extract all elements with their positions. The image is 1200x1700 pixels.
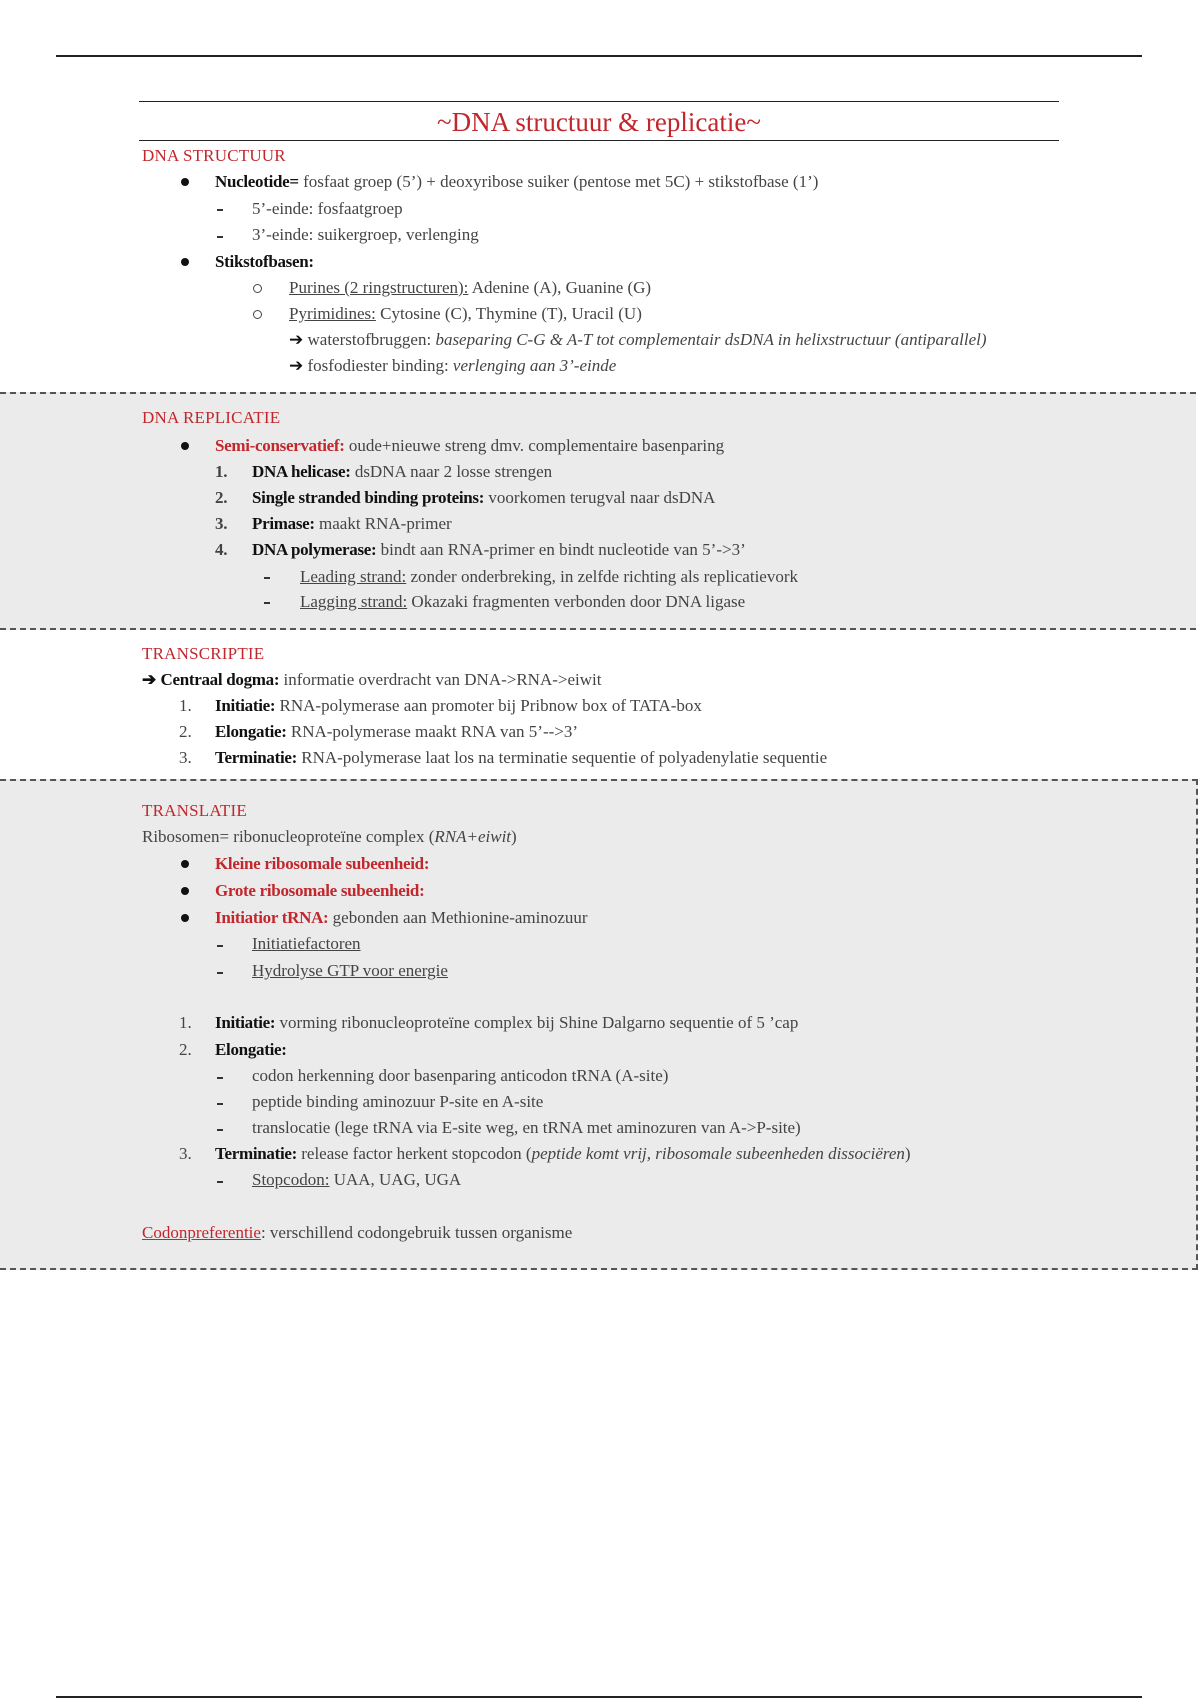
stopcodon-line: Stopcodon: UAA, UAG, UGA bbox=[252, 1170, 462, 1189]
nucleotide-line: Nucleotide= fosfaat groep (5’) + deoxyribose suiker (pentose met 5C) + stikstofbase (1’) bbox=[215, 172, 819, 191]
dash-icon bbox=[217, 1181, 223, 1183]
replicatie-item-primase: Primase: maakt RNA-primer bbox=[252, 514, 452, 533]
list-number: 3. bbox=[179, 1144, 192, 1163]
replicatie-item-ssb: Single stranded binding proteins: voorkomen terugval naar dsDNA bbox=[252, 488, 716, 507]
translatie-initiatie: Initiatie: vorming ribonucleoproteïne complex bij Shine Dalgarno sequentie of 5 ’cap bbox=[215, 1013, 799, 1032]
waterstofbruggen-line: ➔ waterstofbruggen: baseparing C-G & A-T tot complementair dsDNA in helixstructuur (antiparallel) bbox=[289, 330, 987, 349]
hydrolyse-gtp: Hydrolyse GTP voor energie bbox=[252, 961, 448, 980]
dash-icon bbox=[217, 972, 223, 974]
leading-strand-line: Leading strand: zonder onderbreking, in zelfde richting als replicatievork bbox=[300, 567, 799, 586]
list-number: 1. bbox=[179, 1013, 192, 1032]
list-number: 3. bbox=[215, 514, 228, 533]
centraal-dogma-line: ➔ Centraal dogma: informatie overdracht van DNA->RNA->eiwit bbox=[142, 670, 602, 689]
list-number: 1. bbox=[215, 462, 228, 481]
bullet-icon bbox=[181, 178, 189, 186]
dash-icon bbox=[217, 945, 223, 947]
dash-icon bbox=[264, 602, 270, 604]
list-number: 2. bbox=[215, 488, 228, 507]
bullet-icon bbox=[181, 887, 189, 895]
circle-bullet-icon bbox=[253, 284, 262, 293]
translatie-terminatie: Terminatie: release factor herkent stopcodon (peptide komt vrij, ribosomale subeenheden dissociëren) bbox=[215, 1144, 911, 1163]
section-heading-transcriptie: TRANSCRIPTIE bbox=[142, 644, 265, 663]
dash-icon bbox=[217, 1129, 223, 1131]
sub-5-einde: 5’-einde: fosfaatgroep bbox=[252, 199, 403, 218]
transcriptie-initiatie: Initiatie: RNA-polymerase aan promoter bij Pribnow box of TATA-box bbox=[215, 696, 702, 715]
fosfodiester-line: ➔ fosfodiester binding: verlenging aan 3’-einde bbox=[289, 356, 617, 375]
dash-icon bbox=[217, 1103, 223, 1105]
dash-icon bbox=[264, 577, 270, 579]
transcriptie-elongatie: Elongatie: RNA-polymerase maakt RNA van 5’-->3’ bbox=[215, 722, 579, 741]
page-title: ~DNA structuur & replicatie~ bbox=[437, 107, 761, 137]
section-heading-dna-replicatie: DNA REPLICATIE bbox=[142, 408, 281, 427]
ribosomen-line: Ribosomen= ribonucleoproteïne complex (RNA+eiwit) bbox=[142, 827, 517, 846]
arrow-right-icon: ➔ bbox=[289, 356, 308, 375]
list-number: 2. bbox=[179, 1040, 192, 1059]
arrow-right-icon: ➔ bbox=[289, 330, 308, 349]
initiatiefactoren: Initiatiefactoren bbox=[252, 934, 361, 953]
lagging-strand-line: Lagging strand: Okazaki fragmenten verbonden door DNA ligase bbox=[300, 592, 746, 611]
sub-3-einde: 3’-einde: suikergroep, verlenging bbox=[252, 225, 479, 244]
replicatie-item-helicase: DNA helicase: dsDNA naar 2 losse strengen bbox=[252, 462, 553, 481]
codonpreferentie-line: Codonpreferentie: verschillend codongebruik tussen organisme bbox=[142, 1223, 573, 1242]
elongatie-peptide: peptide binding aminozuur P-site en A-site bbox=[252, 1092, 544, 1111]
bullet-icon bbox=[181, 442, 189, 450]
list-number: 2. bbox=[179, 722, 192, 741]
section-heading-dna-structuur: DNA STRUCTUUR bbox=[142, 146, 286, 165]
kleine-subeenheid: Kleine ribosomale subeenheid: bbox=[215, 854, 430, 873]
bullet-icon bbox=[181, 860, 189, 868]
dash-icon bbox=[217, 1077, 223, 1079]
title-rule-top bbox=[139, 101, 1059, 102]
initiator-trna-line: Initiatior tRNA: gebonden aan Methionine-aminozuur bbox=[215, 908, 588, 927]
list-number: 4. bbox=[215, 540, 228, 559]
stikstofbasen-label: Stikstofbasen: bbox=[215, 252, 314, 271]
list-number: 1. bbox=[179, 696, 192, 715]
dash-icon bbox=[217, 209, 223, 211]
circle-bullet-icon bbox=[253, 310, 262, 319]
elongatie-codon: codon herkenning door basenparing anticodon tRNA (A-site) bbox=[252, 1066, 669, 1085]
pyrimidines-line: Pyrimidines: Cytosine (C), Thymine (T), Uracil (U) bbox=[289, 304, 642, 323]
bottom-page-rule bbox=[56, 1696, 1142, 1698]
purines-line: Purines (2 ringstructuren): Adenine (A), Guanine (G) bbox=[289, 278, 652, 297]
section-heading-translatie: TRANSLATIE bbox=[142, 801, 247, 820]
grote-subeenheid: Grote ribosomale subeenheid: bbox=[215, 881, 425, 900]
replicatie-item-polymerase: DNA polymerase: bindt aan RNA-primer en bindt nucleotide van 5’->3’ bbox=[252, 540, 746, 559]
dash-icon bbox=[217, 236, 223, 238]
semi-conservatief-line: Semi-conservatief: oude+nieuwe streng dmv. complementaire basenparing bbox=[215, 436, 725, 455]
elongatie-translocatie: translocatie (lege tRNA via E-site weg, en tRNA met aminozuren van A->P-site) bbox=[252, 1118, 801, 1137]
list-number: 3. bbox=[179, 748, 192, 767]
transcriptie-terminatie: Terminatie: RNA-polymerase laat los na terminatie sequentie of polyadenylatie sequentie bbox=[215, 748, 828, 767]
top-page-rule bbox=[56, 55, 1142, 57]
bullet-icon bbox=[181, 914, 189, 922]
translatie-elongatie-label: Elongatie: bbox=[215, 1040, 287, 1059]
arrow-right-icon: ➔ bbox=[142, 670, 157, 689]
title-rule-bottom bbox=[139, 140, 1059, 141]
bullet-icon bbox=[181, 258, 189, 266]
